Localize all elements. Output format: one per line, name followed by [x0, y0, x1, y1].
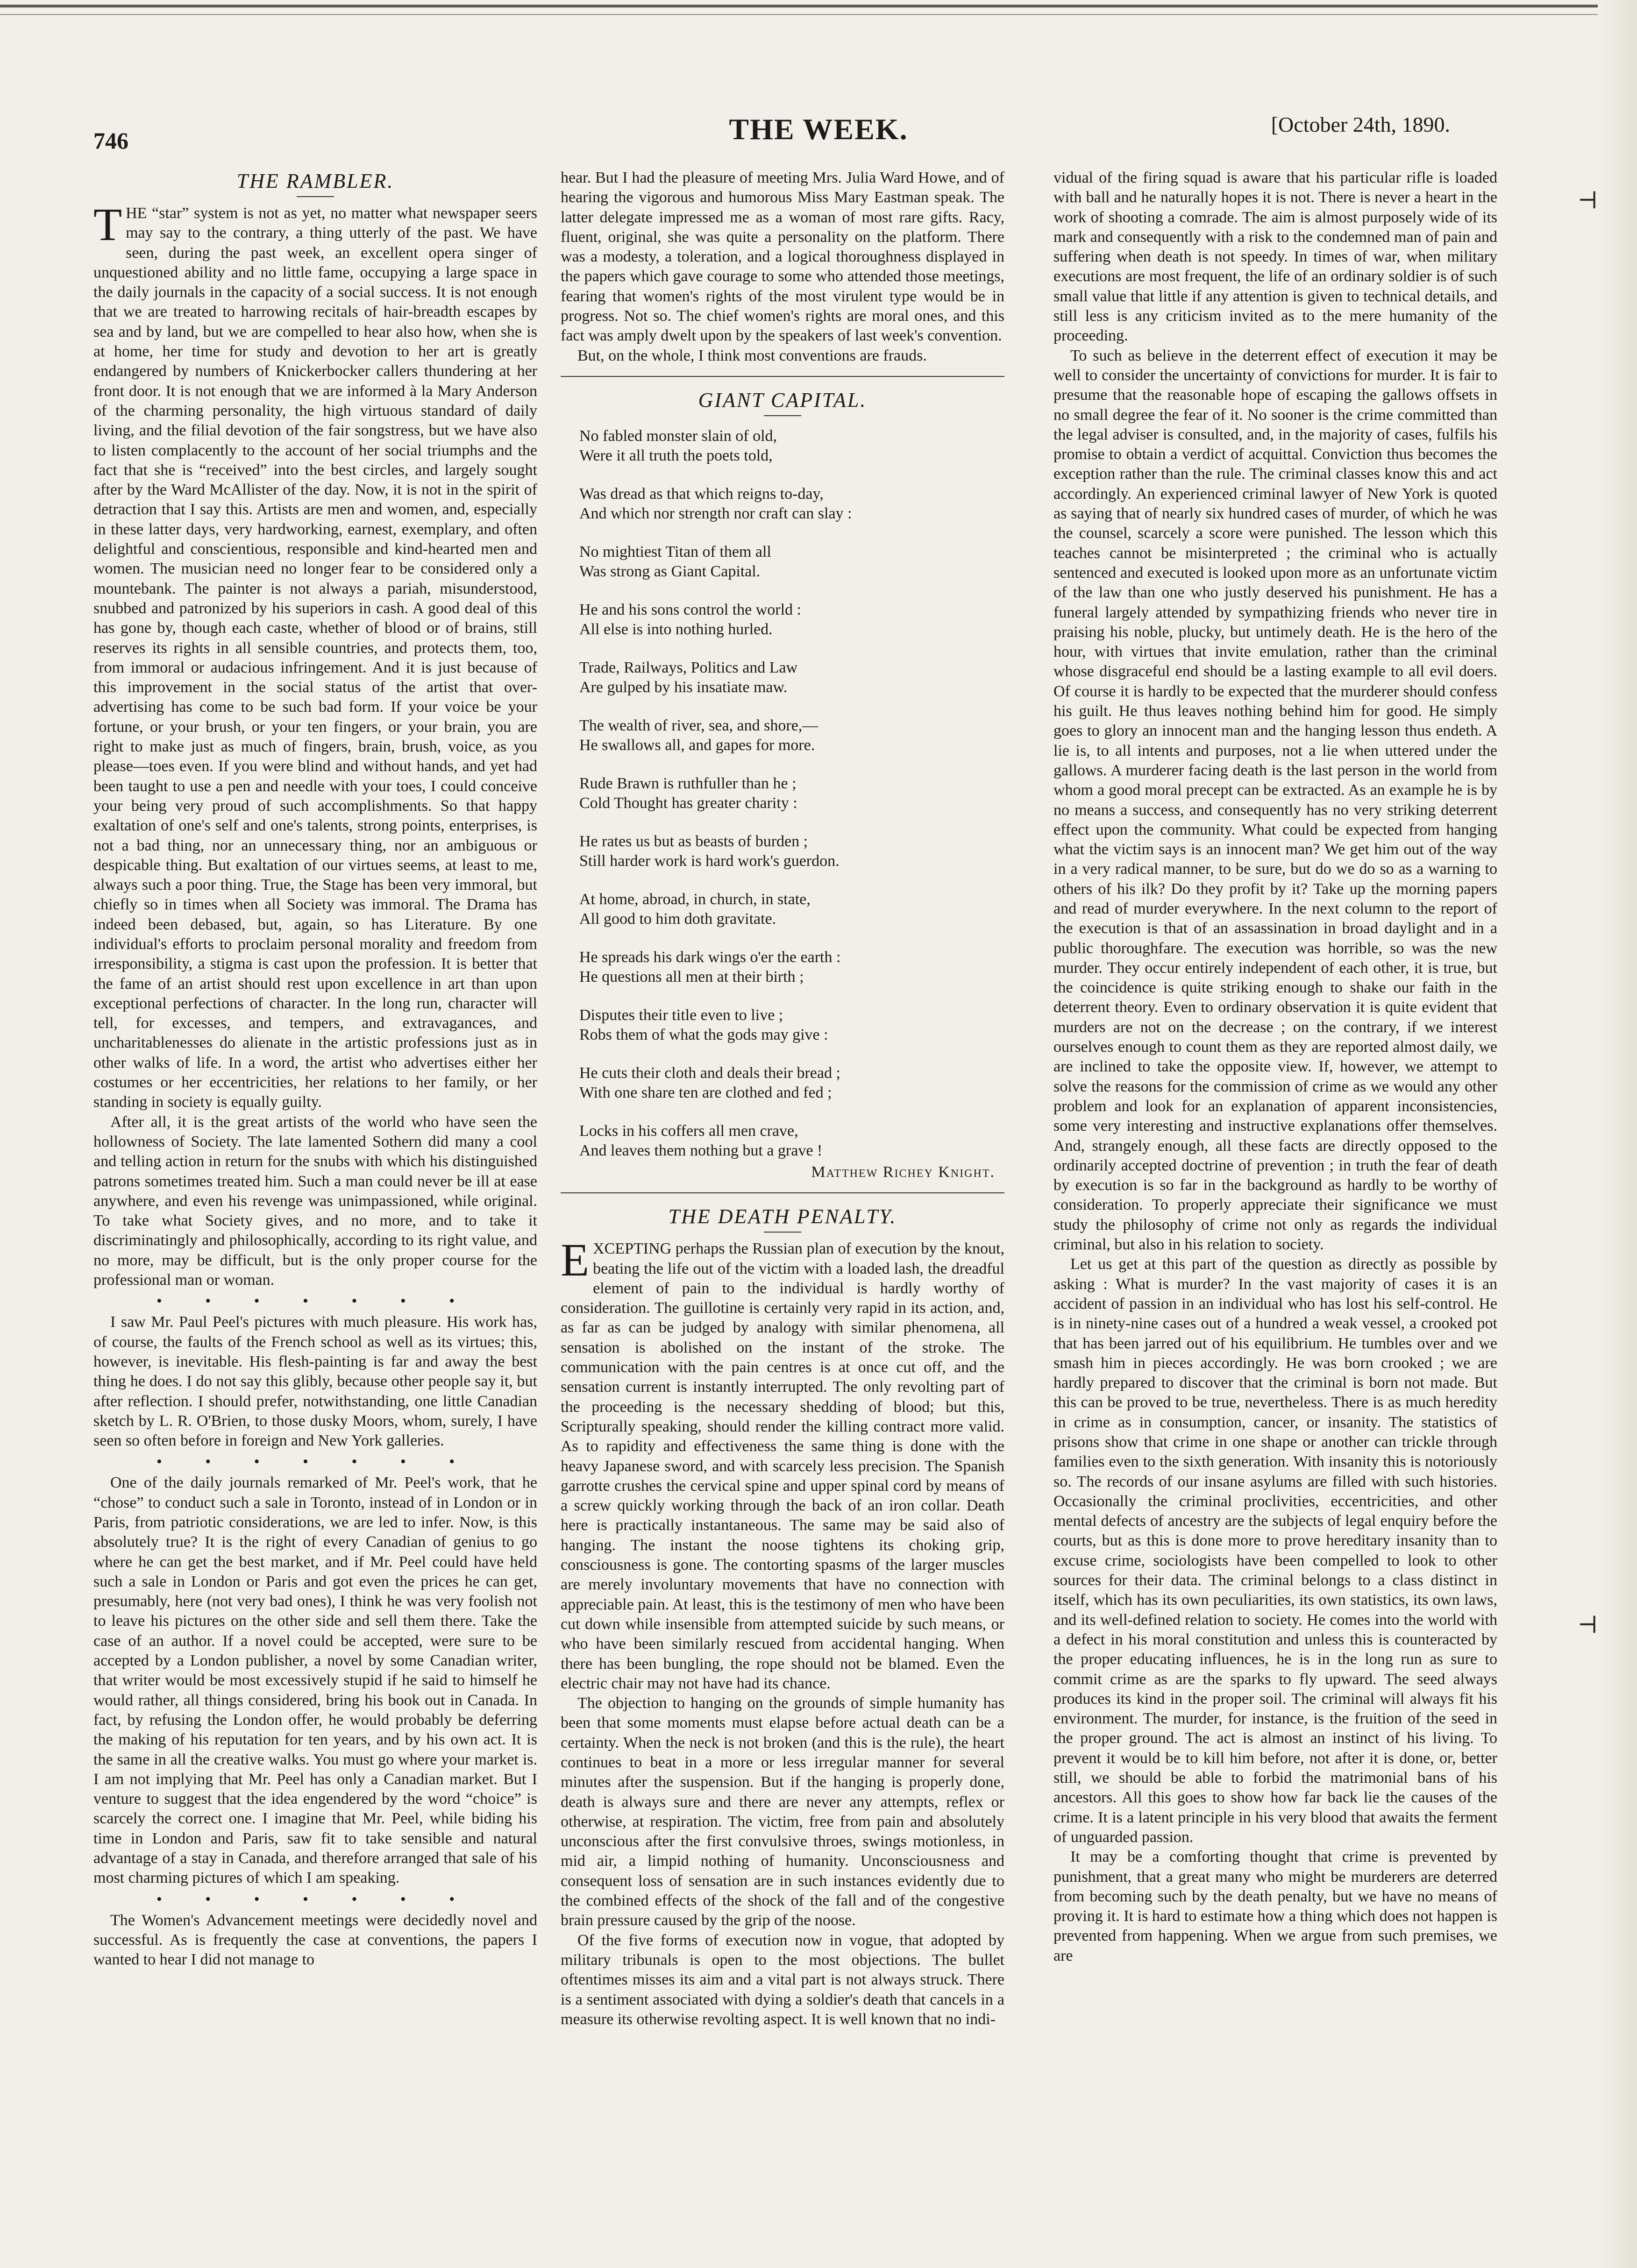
column-right [1053, 168, 1497, 1966]
title-rule [764, 1232, 801, 1233]
poem-line: Disputes their title even to live ; [579, 1006, 783, 1024]
poem-stanza [579, 658, 1004, 697]
rambler-paragraph: One of the daily journals remarked of Mr. Peel's work, that he “chose” to conduct such a sale in Toronto, instead of in London or in Paris, from patriotic considerations, we are led to infer. Now, is this absolutely true? It is the right of every Canadian of genius to go where he can get the best market, and if Mr. Peel could have held such a sale in London or Paris and got even the prices he can get, presumably, here (not very bad ones), I think he was very foolish not to leave his pictures on the other side and sell them there. Take the case of an author. If a novel could be accepted, were sure to be accepted by a London publisher, a novel by some Canadian writer, that writer would be most excessively stupid if he said to himself he would rather, all things considered, bring his book out in Canada. In fact, by refusing the London offer, he would probably be deferring the making of his reputation for ten years, and by his own act. It is the same in all the creative walks. You must go where your market is. I am not implying that Mr. Peel has only a Canadian market. But I venture to suggest that the idea engendered by the word “choice” is scarcely the correct one. I imagine that Mr. Peel, while biding his time in London and Paris, saw fit to take sensible and natural advantage of a stay in Canada, and therefore arranged that sale of his most charming pictures of which I am speaking. [93, 1474, 537, 1887]
poem-line: At home, abroad, in church, in state, [579, 890, 811, 908]
section-break-dots: • • • • • • • [156, 1453, 475, 1471]
margin-pencil-mark: ⊣ [1578, 1612, 1598, 1638]
poem-stanza [579, 948, 1004, 987]
poem-stanza [579, 600, 1004, 639]
poem-author: Matthew Richey Knight. [811, 1163, 995, 1181]
poem-line: He and his sons control the world : [579, 601, 801, 618]
margin-pencil-mark: ⊣ [1578, 187, 1598, 213]
section-break-dots: • • • • • • • [156, 1890, 475, 1908]
title-rule [764, 415, 801, 416]
top-scan-rule [0, 5, 1637, 7]
poem-line: Were it all truth the poets told, [579, 447, 773, 464]
page-number: 746 [93, 128, 128, 154]
poem-stanza [579, 716, 1004, 755]
rambler-paragraph: The Women's Advancement meetings were decidedly novel and successful. As is frequently the case at conventions, the papers I wanted to hear I did not manage to [93, 1911, 537, 1969]
poem-stanza [579, 890, 1004, 929]
article-separator [561, 376, 1004, 377]
section-break-dots: • • • • • • • [156, 1292, 475, 1310]
page-binding-edge [1598, 0, 1637, 2268]
section-title-rambler: THE RAMBLER. [236, 170, 394, 192]
poem-line: And leaves them nothing but a grave ! [579, 1141, 823, 1159]
death-penalty-paragraph: It may be a comforting thought that crime is prevented by punishment, that a great many who might be murderers are deterred from becoming such by the death penalty, but we have no means of proving it. It is hard to estimate how a thing which does not happen is prevented from happening. When we argue from such premises, we are [1053, 1848, 1497, 1964]
poem-stanza [579, 542, 1004, 581]
death-penalty-paragraph: The objection to hanging on the grounds of simple humanity has been that some moments must elapse before actual death can be a certainty. When the neck is not broken (and this is the rule), the heart continues to beat in a more or less irregular manner for several minutes after the suspension. But if the hanging is properly done, death is always sure and there are never any attempts, reflex or otherwise, at respiration. The victim, free from pain and absolutely unconscious after the first convulsive throes, swings motionless, in mid air, a limpid nothing of humanity. Unconsciousness and consequent loss of sensation are in such instances evidently due to the combined effects of the shock of the fall and of the congestive brain pressure caused by the grip of the noose. [561, 1694, 1004, 1929]
poem-line: All good to him doth gravitate. [579, 910, 776, 928]
rambler-paragraph: I saw Mr. Paul Peel's pictures with much pleasure. His work has, of course, the faults of the French school as well as its virtues; this, however, is inevitable. His flesh-painting is far and away the best thing he does. I do not say this glibly, because other people say it, but after reflection. I should prefer, notwithstanding, one little Canadian sketch by L. R. O'Brien, to those dusky Moors, whom, surely, I have seen so often before in foreign and New York galleries. [93, 1313, 537, 1450]
poem-stanza [579, 426, 1004, 466]
poem-line: All else is into nothing hurled. [579, 620, 773, 638]
poem-line: With one share ten are clothed and fed ; [579, 1084, 832, 1101]
poem-stanza [579, 774, 1004, 813]
rambler-paragraph: THE “star” system is not as yet, no matter what newspaper seers may say to the contrary, a thing utterly of the past. We have seen, during the past week, an excellent opera singer of unquestioned ability and no little fame, occupying a large space in the daily journals in the capacity of a social success. It is not enough that we are treated to harrowing recitals of hair-breadth escapes by sea and by land, but we are compelled to hear also how, when she is at home, her time for study and devotion to her art is greatly endangered by numbers of Knickerbocker callers thundering at her front door. It is not enough that we are informed à la Mary Anderson of the charming personality, the high virtuous standard of daily living, and the filial devotion of the fair songstress, but we have also to listen complacently to the account of her social triumphs and the fact that she is “received” into the best circles, and largely sought after by the Ward McAllister of the day. Now, it is not in the spirit of detraction that I say this. Artists are men and women, and, especially in these latter days, very hardworking, earnest, exemplary, and often delightful and conscientious, responsible and kind-hearted men and women. The musician need no longer fear to be considered only a mountebank. The painter is not always a pariah, misunderstood, snubbed and patronized by his superiors in cash. A good deal of this has gone by, though each caste, whether of blood or of brains, still reserves its rights in all sensible countries, and protects them, too, from immoral or audacious infringement. And it is just because of this improvement in the social status of the artist that over-advertising has come to be such bad form. If your voice be your fortune, or your brush, or your ten fingers, or your brain, you are right to make just as much of fingers, brain, brush, voice, as you please—toes even. If you were blind and without hands, and yet had been taught to use a pen and needle with your toes, I could conceive your being very proud of such accomplishments. So that happy exaltation of one's self and one's talents, strong points, enterprises, is not a bad thing, nor an unnecessary thing, nor an ambiguous or despicable thing. But exaltation of our virtues seems, at least to me, always such a poor thing. True, the Stage has been very immoral, but chiefly so in times when all Society was immoral. The Drama has indeed been debased, but, again, so has Literature. By one individual's efforts to proclaim personal morality and freedom from irresponsibility, a stigma is cast upon the profession. It is better that the fame of an artist should rest upon excellence in art than upon exceptional perfections of character. In the long run, character will tell, for excesses, and tempers, and extravagances, and uncharitablenesses do alienate in the artistic professions just as in other walks of life. In a word, the artist who advertises either her costumes or her eccentricities, her relations to her family, or her standing in society is equally guilty. [93, 198, 537, 1111]
poem-line: Robs them of what the gods may give : [579, 1026, 828, 1043]
publication-title: THE WEEK. [729, 113, 908, 146]
section-title-death-penalty: THE DEATH PENALTY. [668, 1205, 897, 1228]
death-penalty-paragraph: EXCEPTING perhaps the Russian plan of execution by the knout, beating the life out of the victim with a loaded lash, the dreadful element of pain to the individual is hardly worthy of consideration. The guillotine is certainly very rapid in its action, and, as far as can be judged by analogy with similar phenomena, all sensation is abolished on the instant of the stroke. The communication with the pain centres is at once cut off, and the sensation current is instantly interrupted. The only revolting part of the proceeding is the necessary shedding of blood; but this, Scripturally speaking, should render the killing contract more valid. As to rapidity and effectiveness the same thing is done with the heavy Japanese sword, and with scarcely less precision. The Spanish garrotte crushes the cervical spine and upper spinal cord by means of a screw quickly working through the back of an iron collar. Death here is practically instantaneous. The same may be said also of hanging. The instant the noose tightens its choking grip, consciousness is gone. The contorting spasms of the larger muscles are merely involuntary movements that have no connection with appreciable pain. At least, this is the testimony of men who have been cut down while insensible from attempted suicide by such means, or who have been similarly rescued from accidental hanging. When there has been bungling, the rope should not be blamed. Even the electric chair may not have had its chance. [561, 1234, 1004, 1692]
poem-line: He spreads his dark wings o'er the earth : [579, 948, 841, 966]
poem-stanza [579, 1063, 1004, 1103]
rambler-paragraph: After all, it is the great artists of the world who have seen the hollowness of Society. The late lamented Sothern did many a cool and telling action in return for the snubs with which his distinguished patrons sometimes treated him. Such a man could never be ill at ease anywhere, and even his revenge was unimpassioned, while original. To take what Society gives, and no more, and to take it discriminatingly and philosophically, according to its right value, and no more, may be difficult, but is the only proper course for the professional man or woman. [93, 1113, 537, 1289]
poem-line: Was dread as that which reigns to-day, [579, 485, 824, 503]
poem-line: Locks in his coffers all men crave, [579, 1122, 798, 1140]
title-rule [297, 196, 334, 197]
poem-line: He rates us but as beasts of burden ; [579, 832, 808, 850]
top-scan-rule-secondary [0, 14, 1637, 15]
rambler-paragraph-continued: hear. But I had the pleasure of meeting Mrs. Julia Ward Howe, and of hearing the vigorous and humorous Miss Mary Eastman speak. The latter delegate impressed me as a woman of most rare gifts. Racy, fluent, original, she was quite a personality on the platform. There was a modesty, a toleration, and a logical thoroughness displayed in the papers which gave courage to some who attended those meetings, fearing that women's rights of the most virulent type would be in progress. Not so. The chief women's rights are moral ones, and this fact was amply dwelt upon by the speakers of last week's convention. [561, 169, 1004, 345]
poem-line: He questions all men at their birth ; [579, 968, 804, 985]
drop-cap: E [561, 1234, 590, 1286]
column-middle [561, 168, 1004, 2029]
poem-line: The wealth of river, sea, and shore,— [579, 716, 818, 734]
poem-line: Trade, Railways, Politics and Law [579, 659, 798, 676]
poem-stanza [579, 484, 1004, 524]
poem-line: He cuts their cloth and deals their bread ; [579, 1064, 840, 1082]
section-title-giant-capital: GIANT CAPITAL. [698, 388, 867, 411]
poem-stanza [579, 1121, 1004, 1161]
poem [579, 426, 1004, 1161]
poem-line: He swallows all, and gapes for more. [579, 736, 815, 754]
rambler-paragraph: But, on the whole, I think most conventions are frauds. [577, 347, 927, 364]
poem-line: Are gulped by his insatiate maw. [579, 678, 788, 696]
issue-date: [October 24th, 1890. [1271, 113, 1450, 136]
drop-cap: T [93, 198, 122, 250]
poem-line: Cold Thought has greater charity : [579, 794, 797, 812]
poem-line: Was strong as Giant Capital. [579, 562, 761, 580]
poem-line: No fabled monster slain of old, [579, 427, 777, 445]
poem-stanza [579, 1006, 1004, 1045]
death-penalty-paragraph: Of the five forms of execution now in vogue, that adopted by military tribunals is open to the most objections. The bullet oftentimes misses its aim and a vital part is not always struck. There is a sentiment associated with dying a soldier's death that cancels in a measure its otherwise revolting aspect. It is well known that no indi- [561, 1931, 1004, 2028]
death-penalty-paragraph-continued: vidual of the firing squad is aware that his particular rifle is loaded with ball and he naturally hopes it is not. There is never a heart in the work of shooting a comrade. The aim is almost purposely wide of its mark and consequently with a risk to the condemned man of pain and suffering when death is not speedy. In times of war, when military executions are most frequent, the life of an ordinary soldier is of such small value that little if any attention is given to technical details, and still less is any criticism invited as to the mere humanity of the proceeding. [1053, 169, 1497, 345]
poem-stanza [579, 832, 1004, 871]
death-penalty-paragraph: Let us get at this part of the question as directly as possible by asking : What is murder? In the vast majority of cases it is an accident of passion in an individual who has lost his self-control. He is in ninety-nine cases out of a hundred a weak vessel, a crooked pot that has been jarred out of his equilibrium. He tumbles over and we smash him in pieces accordingly. He was born crooked ; we are hardly prepared to discover that the criminal is born not made. But this can be proved to be true, nevertheless. There is as much heredity in crime as in consumption, cancer, or insanity. The statistics of prisons show that crime in one shape or another can trickle through families even to the sixth generation. With insanity this is notoriously so. The records of our insane asylums are filled with such histories. Occasionally the criminal proclivities, eccentricities, and other mental defects of ancestry are the subjects of legal enquiry before the courts, but as this is done more to prove hereditary insanity than to excuse crime, sociologists have been compelled to look to other sources for their data. The criminal belongs to a class distinct in itself, which has its own peculiarities, its own statistics, its own laws, and its well-defined relation to society. He comes into the world with a defect in his moral constitution and unless this is counteracted by the proper educating influences, he is in the long run as sure to commit crime as are the sparks to fly upward. The seed always produces its kind in the proper soil. The criminal will always fit his environment. The murder, for instance, is the fruition of the seed in the proper ground. The act is almost an instinct of his living. To prevent it would be to kill him before, not after it is done, or, better still, we should be able to forbid the matrimonial bans of his ancestors. All this goes to show how far back lie the causes of the crime. It is a latent principle in his very blood that awaits the ferment of unguarded passion. [1053, 1255, 1497, 1846]
poem-line: No mightiest Titan of them all [579, 543, 771, 560]
article-separator [561, 1192, 1004, 1193]
poem-line: And which nor strength nor craft can slay : [579, 504, 852, 522]
death-penalty-paragraph: To such as believe in the deterrent effect of execution it may be well to consider the uncertainty of convictions for murder. It is fair to presume that the reasonable hope of escaping the gallows offsets in no small degree the fear of it. No sooner is the crime committed than the legal adviser is consulted, and, in the majority of cases, fulfils his promise to obtain a verdict of acquittal. Conviction thus becomes the exception rather than the rule. The criminal classes know this and act accordingly. An experienced criminal lawyer of New York is quoted as saying that of nearly six hundred cases of murder, of which he was the counsel, scarcely a score were punished. The lesson which this teaches cannot be misinterpreted ; the criminal who is actually sentenced and executed is looked upon more as an unfortunate victim of the law than one who justly deserved his punishment. He has a funeral largely attended by sympathizing friends who never tire in praising his noble, plucky, but untimely death. He is the hero of the hour, with virtues that invite emulation, rather than the criminal whose disgraceful end should be a lasting example to all evil doers. Of course it is hardly to be expected that the murderer should confess his guilt. He thus leaves nothing behind him for good. He simply goes to glory an innocent man and the hanging lesson thus endeth. A lie is, to all intents and purposes, not a lie when uttered under the gallows. A murderer facing death is the last person in the world from whom a good moral precept can be extracted. As an example he is by no means a success, and consequently has no very striking deterrent effect upon the community. What could be expected from hanging what the victim says is an innocent man? We get him out of the way in a very radical manner, to be sure, but do we do so as a warning to others of his ilk? Do they profit by it? Take up the morning papers and read of murder everywhere. In the next column to the report of the execution is that of an assassination in broad daylight and in a public thoroughfare. The execution was horrible, so was the new murder. They occur entirely independent of each other, it is true, but the coincidence is quite striking enough to shake our faith in the deterrent theory. Even to ordinary observation it is quite evident that murders are not on the decrease ; on the contrary, if we interest ourselves enough to count them as they are reported almost daily, we are inclined to take the opposite view. If, however, we attempt to solve the reasons for the commission of crime as we would any other problem and look for an explanation of apparent inconsistencies, some very interesting and instructive explanations offer themselves. And, strangely enough, all these facts are directly opposed to the ordinarily accepted doctrine of prevention ; in truth the fear of death by execution is so far in the background as hardly to be worthy of consideration. To properly appreciate their significance we must study the philosophy of crime not only as regards the individual criminal, but also in his relation to society. [1053, 347, 1497, 1254]
column-left [93, 168, 537, 1970]
poem-line: Still harder work is hard work's guerdon. [579, 852, 840, 870]
poem-line: Rude Brawn is ruthfuller than he ; [579, 774, 797, 792]
